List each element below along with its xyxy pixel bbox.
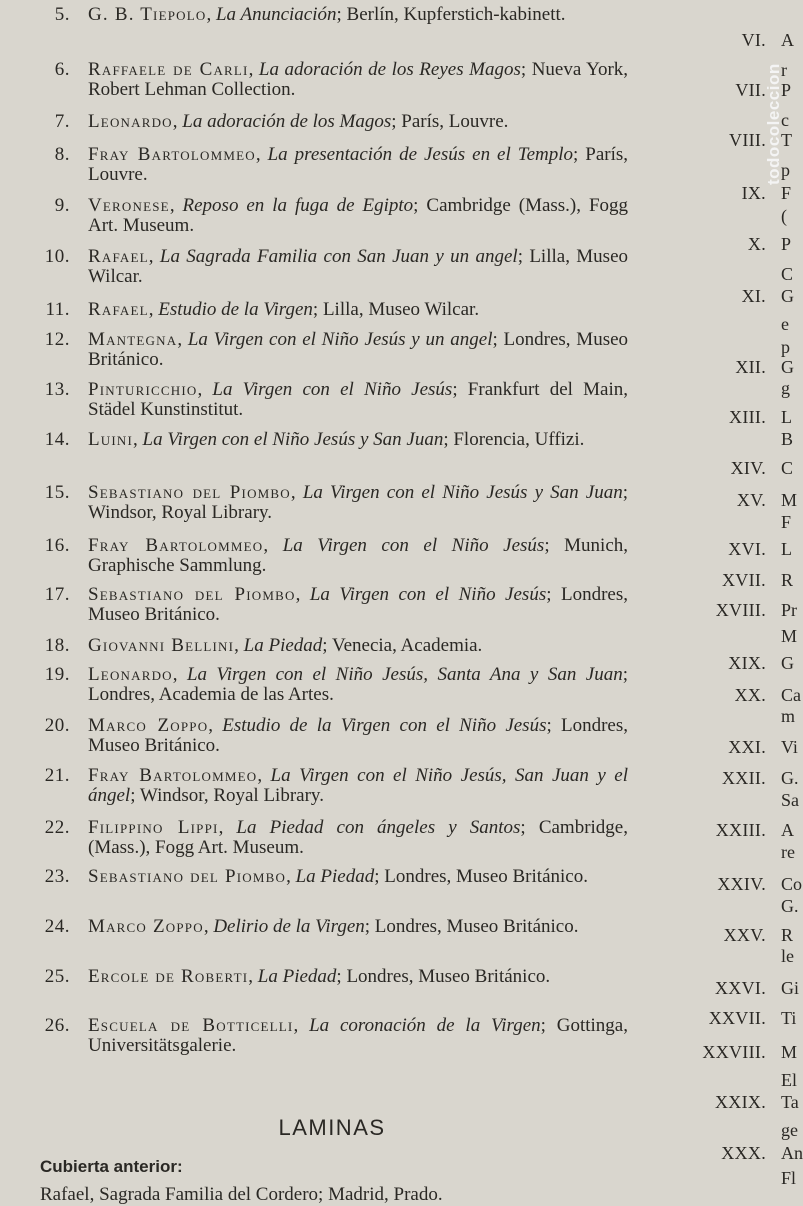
item-number: 11. — [45, 299, 70, 320]
plate-text-continuation: p — [781, 160, 790, 180]
plate-number: XXVI. — [715, 978, 766, 998]
plate-text-continuation: B — [781, 429, 794, 449]
artwork-title: La Piedad — [257, 966, 337, 987]
item-text: Pinturicchio, La Virgen con el Niño Jesús; Frankfurt del Main, Städel Kunstinstitut. — [88, 379, 629, 420]
artist-name: Marco Zoppo — [88, 916, 204, 937]
cover-line: Rafael, Sagrada Familia del Cordero; Madrid, Prado. — [40, 1184, 443, 1205]
item-text: Marco Zoppo, Delirio de la Virgen; Londres, Museo Británico. — [88, 916, 579, 937]
artwork-location: París, Louvre. — [401, 111, 509, 132]
plate-text-continuation: le — [781, 946, 794, 966]
plate-number: XXVIII. — [702, 1042, 766, 1062]
item-text: Filippino Lippi, La Piedad con ángeles y Santos; Cambridge, (Mass.), Fogg Art. Museum. — [88, 817, 628, 858]
artwork-title: La Virgen con el Niño Jesús y San Juan — [302, 482, 623, 503]
plate-number: XXIV. — [717, 874, 766, 894]
plate-text-fragment: Pr — [781, 600, 798, 620]
plate-text-fragment: G — [781, 653, 794, 673]
item-number: 6. — [54, 59, 70, 80]
artist-name: Sebastiano del Piombo — [88, 584, 296, 605]
item-text: Leonardo, La Virgen con el Niño Jesús, Santa Ana y San Juan; Londres, Academia de las Artes. — [88, 664, 628, 705]
item-number: 22. — [44, 817, 70, 838]
plate-number: XXI. — [728, 737, 766, 757]
item-text: G. B. Tiepolo, La Anunciación; Berlín, Kupferstich-kabinett. — [88, 4, 566, 25]
item-number: 26. — [44, 1015, 70, 1036]
plate-text-fragment: An — [781, 1143, 803, 1163]
plate-text-fragment: C — [781, 458, 794, 478]
plate-text-continuation: M — [781, 626, 798, 646]
plate-text-fragment: L — [781, 407, 792, 427]
plate-number: XXV. — [723, 925, 766, 945]
artwork-location: Windsor, Royal Library. — [139, 785, 324, 806]
plate-text-continuation: p — [781, 337, 790, 357]
plate-number: XIII. — [729, 407, 766, 427]
artwork-title: La Piedad — [243, 635, 323, 656]
item-text: Giovanni Bellini, La Piedad; Venecia, Academia. — [88, 635, 483, 656]
artist-name: Rafael — [88, 246, 149, 267]
plate-number: XVII. — [722, 570, 766, 590]
item-number: 17. — [44, 584, 70, 605]
artwork-location: Londres, Museo Británico. — [374, 916, 579, 937]
artwork-title: La Piedad — [295, 866, 375, 887]
plate-number: XXIII. — [715, 820, 766, 840]
artwork-location: Windsor, Royal Library. — [88, 502, 273, 523]
artwork-location: Cambridge (Mass.), Fogg Art. Museum. — [88, 195, 629, 236]
item-number: 19. — [44, 664, 70, 685]
artist-name: Ercole de Roberti — [88, 966, 249, 987]
artist-name: Mantegna — [88, 329, 178, 350]
plate-text-fragment: L — [781, 539, 792, 559]
item-text: Fray Bartolommeo, La Virgen con el Niño Jesús; Munich, Graphische Sammlung. — [88, 535, 629, 576]
plate-text-fragment: R — [781, 570, 794, 590]
plate-number: XV. — [736, 490, 766, 510]
artist-name: Sebastiano del Piombo — [88, 866, 287, 887]
plate-text-fragment: Co — [781, 874, 803, 894]
item-text: Fray Bartolommeo, La Virgen con el Niño Jesús, San Juan y el ángel; Windsor, Royal Library. — [88, 765, 628, 806]
artwork-location: Londres, Academia de las Artes. — [88, 684, 334, 705]
artwork-location: Gottinga, Universitätsgalerie. — [88, 1015, 628, 1056]
plate-number: XXX. — [721, 1143, 766, 1163]
item-number: 14. — [44, 429, 70, 450]
plate-text-continuation: ( — [781, 206, 787, 226]
item-number: 9. — [54, 195, 70, 216]
plate-text-fragment: A — [781, 30, 794, 50]
artist-name: Escuela de Botticelli — [88, 1015, 294, 1036]
artwork-location: Berlín, Kupferstich-kabinett. — [346, 4, 566, 25]
artist-name: Leonardo — [88, 664, 173, 685]
artwork-title: La adoración de los Magos — [182, 111, 392, 132]
item-number: 12. — [44, 329, 70, 350]
item-number: 18. — [44, 635, 70, 656]
artwork-title: La coronación de la Virgen — [309, 1015, 541, 1036]
item-number: 5. — [54, 4, 70, 25]
plate-number: VII. — [735, 80, 766, 100]
plate-text-continuation: re — [781, 842, 795, 862]
artwork-title: La Virgen con el Niño Jesús, San Juan y el ángel — [88, 765, 628, 806]
artist-name: Leonardo — [88, 111, 173, 132]
artwork-location: Londres, Museo Británico. — [88, 584, 629, 625]
item-number: 24. — [44, 916, 70, 937]
item-number: 20. — [44, 715, 70, 736]
item-number: 8. — [54, 144, 70, 165]
item-text: Fray Bartolommeo, La presentación de Jesús en el Templo; París, Louvre. — [88, 144, 629, 185]
artist-name: Rafael — [88, 299, 149, 320]
plate-text-continuation: Fl — [781, 1168, 797, 1188]
plate-text-continuation: r — [781, 60, 787, 80]
plate-text-continuation: C — [781, 264, 794, 284]
artist-name: Fray Bartolommeo — [88, 144, 256, 165]
plate-text-fragment: A — [781, 820, 794, 840]
artwork-location: Frankfurt del Main, Städel Kunstinstitut. — [88, 379, 629, 420]
artwork-title: Estudio de la Virgen — [158, 299, 313, 320]
plate-number: XX. — [734, 685, 766, 705]
item-text: Marco Zoppo, Estudio de la Virgen con el Niño Jesús; Londres, Museo Británico. — [88, 715, 628, 756]
item-text: Leonardo, La adoración de los Magos; París, Louvre. — [88, 111, 509, 132]
plate-text-continuation: G. — [781, 896, 799, 916]
artwork-location: Cambridge, (Mass.), Fogg Art. Museum. — [88, 817, 628, 858]
artist-name: Raffaele de Carli — [88, 59, 249, 80]
plate-text-fragment: F — [781, 183, 792, 203]
plate-text-continuation: c — [781, 110, 789, 130]
item-text: Rafael, La Sagrada Familia con San Juan y un angel; Lilla, Museo Wilcar. — [88, 246, 629, 287]
item-number: 25. — [44, 966, 70, 987]
item-number: 21. — [44, 765, 70, 786]
artwork-location: Londres, Museo Británico. — [88, 715, 628, 756]
artwork-title: La Virgen con el Niño Jesús y San Juan — [142, 429, 444, 450]
item-text: Veronese, Reposo en la fuga de Egipto; Cambridge (Mass.), Fogg Art. Museum. — [88, 195, 629, 236]
plate-text-fragment: Ca — [781, 685, 801, 705]
plate-number: XIV. — [730, 458, 766, 478]
plate-number: XIX. — [728, 653, 766, 673]
cover-label: Cubierta anterior: — [40, 1157, 183, 1176]
item-text: Luini, La Virgen con el Niño Jesús y San Juan; Florencia, Uffizi. — [88, 429, 585, 450]
item-text: Sebastiano del Piombo, La Virgen con el Niño Jesús; Londres, Museo Británico. — [88, 584, 629, 625]
artwork-location: Lilla, Museo Wilcar. — [88, 246, 629, 287]
item-text: Rafael, Estudio de la Virgen; Lilla, Museo Wilcar. — [88, 299, 480, 320]
plate-text-continuation: F — [781, 512, 792, 532]
artwork-location: Florencia, Uffizi. — [453, 429, 585, 450]
item-text: Raffaele de Carli, La adoración de los Reyes Magos; Nueva York, Robert Lehman Collection. — [88, 59, 629, 100]
item-number: 16. — [44, 535, 70, 556]
artwork-title: La adoración de los Reyes Magos — [258, 59, 521, 80]
item-number: 10. — [44, 246, 70, 267]
artwork-title: La Piedad con ángeles y Santos — [236, 817, 521, 838]
artist-name: Fray Bartolommeo — [88, 535, 264, 556]
plate-text-fragment: M — [781, 490, 798, 510]
artwork-title: La Virgen con el Niño Jesús y un angel — [187, 329, 493, 350]
artist-name: Sebastiano del Piombo — [88, 482, 291, 503]
item-number: 23. — [44, 866, 70, 887]
artwork-location: Londres, Museo Británico. — [88, 329, 629, 370]
plate-text-continuation: m — [781, 706, 796, 726]
watermark-logo: todocoleccion — [764, 63, 783, 185]
artwork-location: París, Louvre. — [88, 144, 629, 185]
item-text: Mantegna, La Virgen con el Niño Jesús y un angel; Londres, Museo Británico. — [88, 329, 629, 370]
artwork-location: Munich, Graphische Sammlung. — [88, 535, 629, 576]
plate-text-fragment: P — [781, 234, 792, 254]
section-heading: LAMINAS — [278, 1115, 386, 1140]
plate-text-fragment: Ta — [781, 1092, 799, 1112]
item-text: Escuela de Botticelli, La coronación de la Virgen; Gottinga, Universitätsgalerie. — [88, 1015, 628, 1056]
plate-text-fragment: Ti — [781, 1008, 797, 1028]
plate-number: VI. — [741, 30, 766, 50]
artwork-location: Londres, Museo Británico. — [346, 966, 551, 987]
item-number: 7. — [54, 111, 70, 132]
plate-number: XVIII. — [715, 600, 766, 620]
artwork-title: Reposo en la fuga de Egipto — [182, 195, 414, 216]
artwork-title: La Anunciación — [215, 4, 337, 25]
artwork-title: La Virgen con el Niño Jesús — [282, 535, 545, 556]
plate-number: VIII. — [729, 130, 766, 150]
artist-name: Veronese — [88, 195, 170, 216]
artwork-location: Venecia, Academia. — [331, 635, 483, 656]
plate-text-fragment: G. — [781, 768, 799, 788]
artwork-location: Londres, Museo Británico. — [384, 866, 588, 887]
plate-text-continuation: e — [781, 314, 789, 334]
plate-text-fragment: M — [781, 1042, 798, 1062]
item-number: 15. — [44, 482, 70, 503]
plate-text-fragment: R — [781, 925, 794, 945]
item-text: Sebastiano del Piombo, La Virgen con el Niño Jesús y San Juan; Windsor, Royal Library. — [88, 482, 629, 523]
plate-number: XXII. — [722, 768, 766, 788]
plate-text-fragment: Vi — [781, 737, 798, 757]
plate-number: XII. — [735, 357, 766, 377]
plate-number: XXVII. — [708, 1008, 766, 1028]
plate-number: X. — [747, 234, 766, 254]
artwork-title: La presentación de Jesús en el Templo — [267, 144, 574, 165]
artist-name: Filippino Lippi — [88, 817, 219, 838]
plate-text-continuation: ge — [781, 1120, 798, 1140]
plate-text-fragment: P — [781, 80, 792, 100]
artist-name: Pinturicchio — [88, 379, 198, 400]
plate-number: XVI. — [728, 539, 766, 559]
item-text: Sebastiano del Piombo, La Piedad; Londres, Museo Británico. — [88, 866, 588, 887]
plate-text-fragment: Gi — [781, 978, 799, 998]
artwork-title: Delirio de la Virgen — [213, 916, 365, 937]
plate-text-continuation: g — [781, 378, 790, 398]
plate-text-continuation: Sa — [781, 790, 799, 810]
artwork-title: La Sagrada Familia con San Juan y un angel — [159, 246, 518, 267]
artist-name: Giovanni Bellini — [88, 635, 235, 656]
plate-text-fragment: G — [781, 357, 794, 377]
plate-number: XXIX. — [715, 1092, 766, 1112]
artist-name: Luini — [88, 429, 134, 450]
artwork-title: La Virgen con el Niño Jesús, Santa Ana y San Juan — [186, 664, 623, 685]
plate-text-continuation: El — [781, 1070, 797, 1090]
item-text: Ercole de Roberti, La Piedad; Londres, Museo Británico. — [88, 966, 551, 987]
plate-text-fragment: G — [781, 286, 794, 306]
artwork-location: Lilla, Museo Wilcar. — [322, 299, 480, 320]
artist-name: Fray Bartolommeo — [88, 765, 258, 786]
artwork-title: La Virgen con el Niño Jesús — [309, 584, 547, 605]
artwork-title: Estudio de la Virgen con el Niño Jesús — [222, 715, 547, 736]
item-number: 13. — [44, 379, 70, 400]
plate-number: XI. — [741, 286, 766, 306]
artwork-title: La Virgen con el Niño Jesús — [212, 379, 453, 400]
artist-name: Marco Zoppo — [88, 715, 209, 736]
plate-number: IX. — [741, 183, 766, 203]
plate-text-fragment: T — [781, 130, 792, 150]
artwork-location: Nueva York, Robert Lehman Collection. — [88, 59, 629, 100]
artist-name: G. B. Tiepolo — [88, 4, 207, 25]
